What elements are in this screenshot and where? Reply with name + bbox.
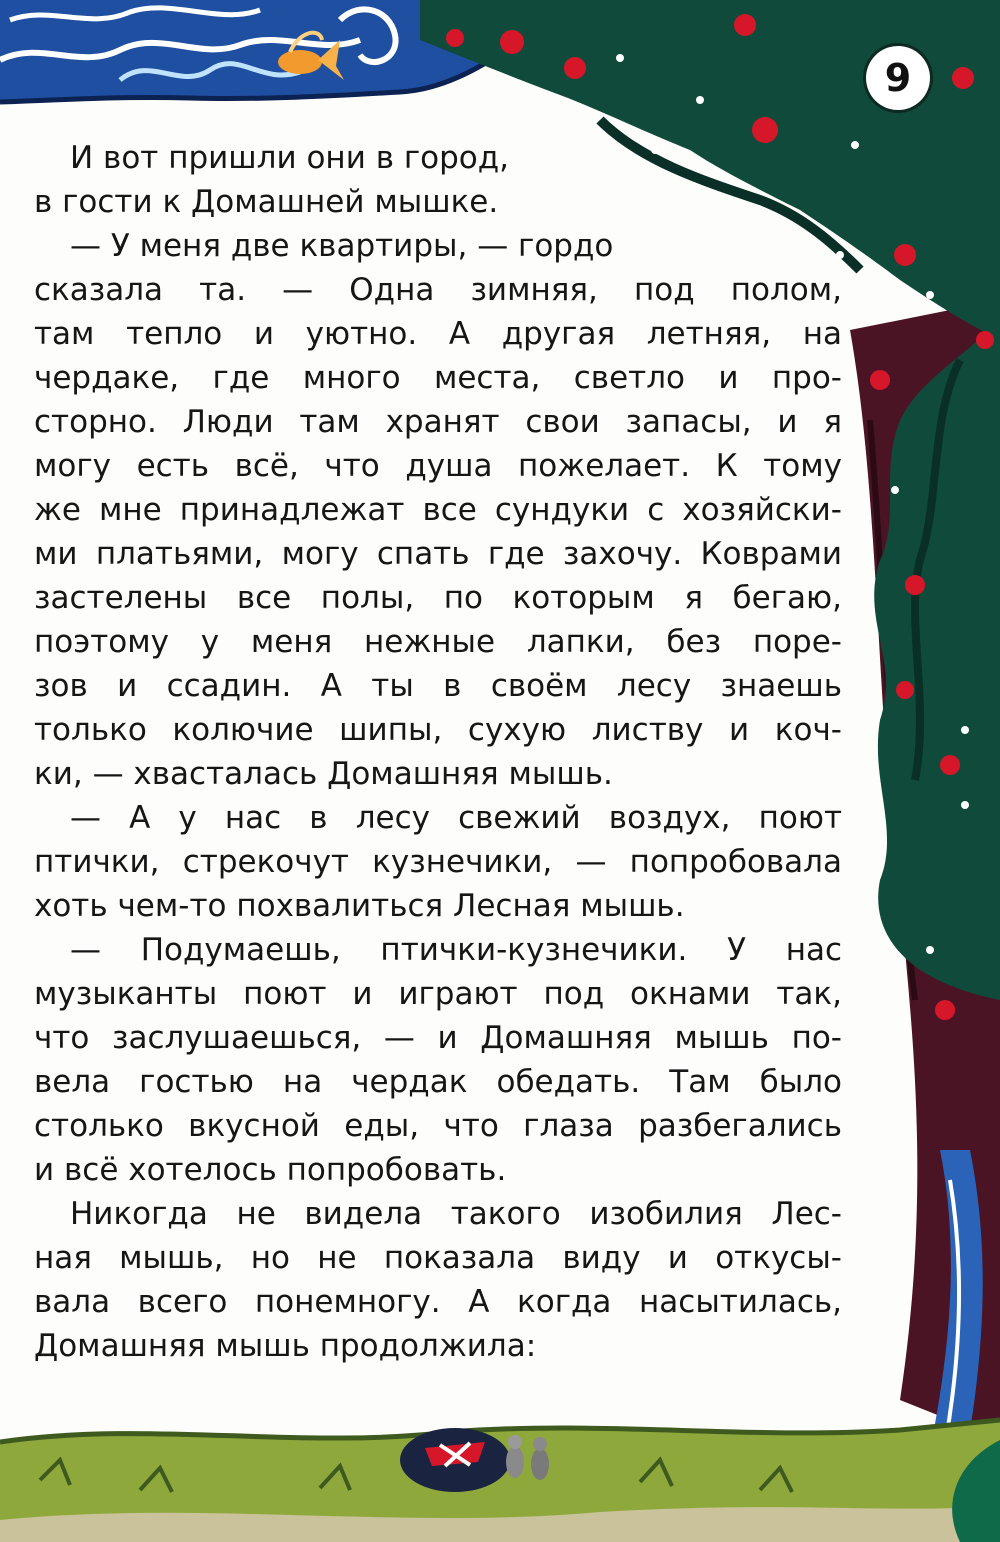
text-line: птички, стрекочут кузнечики, — попробовала bbox=[34, 844, 842, 880]
text-line: музыканты поют и играют под окнами так, bbox=[34, 976, 842, 1012]
text-line: И вот пришли они в город, bbox=[70, 140, 510, 176]
text-line: сказала та. — Одна зимняя, под полом, bbox=[34, 272, 842, 308]
bundle-icon bbox=[400, 1428, 510, 1492]
text-line: и всё хотелось попробовать. bbox=[34, 1152, 507, 1188]
text-line: только колючие шипы, сухую листву и коч- bbox=[34, 712, 842, 748]
text-line: вала всего понемногу. А когда насытилась, bbox=[34, 1284, 842, 1320]
text-line: застелены все полы, по которым я бегаю, bbox=[34, 580, 842, 616]
text-line: же мне принадлежат все сундуки с хозяйски- bbox=[34, 492, 842, 528]
text-line: поэтому у меня нежные лапки, без поре- bbox=[34, 624, 842, 660]
page-number-badge bbox=[866, 46, 930, 110]
text-line: — Подумаешь, птички-кузнечики. У нас bbox=[70, 932, 842, 968]
text-line: ми платьями, могу спать где захочу. Коврами bbox=[34, 536, 842, 572]
text-line: что заслушаешься, — и Домашняя мышь по- bbox=[34, 1020, 842, 1056]
text-line: в гости к Домашней мышке. bbox=[34, 184, 499, 220]
text-line: Никогда не видела такого изобилия Лес- bbox=[70, 1196, 842, 1232]
text-line: — А у нас в лесу свежий воздух, поют bbox=[70, 800, 842, 836]
text-line: хоть чем-то похвалиться Лесная мышь. bbox=[34, 888, 685, 924]
ground-grass bbox=[0, 1420, 1000, 1542]
story-text bbox=[34, 136, 842, 1368]
text-line: вела гостью на чердак обедать. Там было bbox=[34, 1064, 842, 1100]
text-line: ная мышь, но не показала виду и откусы- bbox=[34, 1240, 842, 1276]
text-line: столько вкусной еды, что глаза разбегались bbox=[34, 1108, 842, 1144]
text-line: — У меня две квартиры, — гордо bbox=[70, 228, 614, 264]
text-line: могу есть всё, что душа пожелает. К тому bbox=[34, 448, 842, 484]
text-line: там тепло и уютно. А другая летняя, на bbox=[34, 316, 842, 352]
text-line: ки, — хвасталась Домашняя мышь. bbox=[34, 756, 613, 792]
page-number: 9 bbox=[884, 56, 912, 100]
text-line: чердаке, где много места, светло и про- bbox=[34, 360, 842, 396]
text-line: сторно. Люди там хранят свои запасы, и я bbox=[34, 404, 842, 440]
text-line: зов и ссадин. А ты в своём лесу знаешь bbox=[34, 668, 842, 704]
text-line: Домашняя мышь продолжила: bbox=[34, 1328, 537, 1364]
